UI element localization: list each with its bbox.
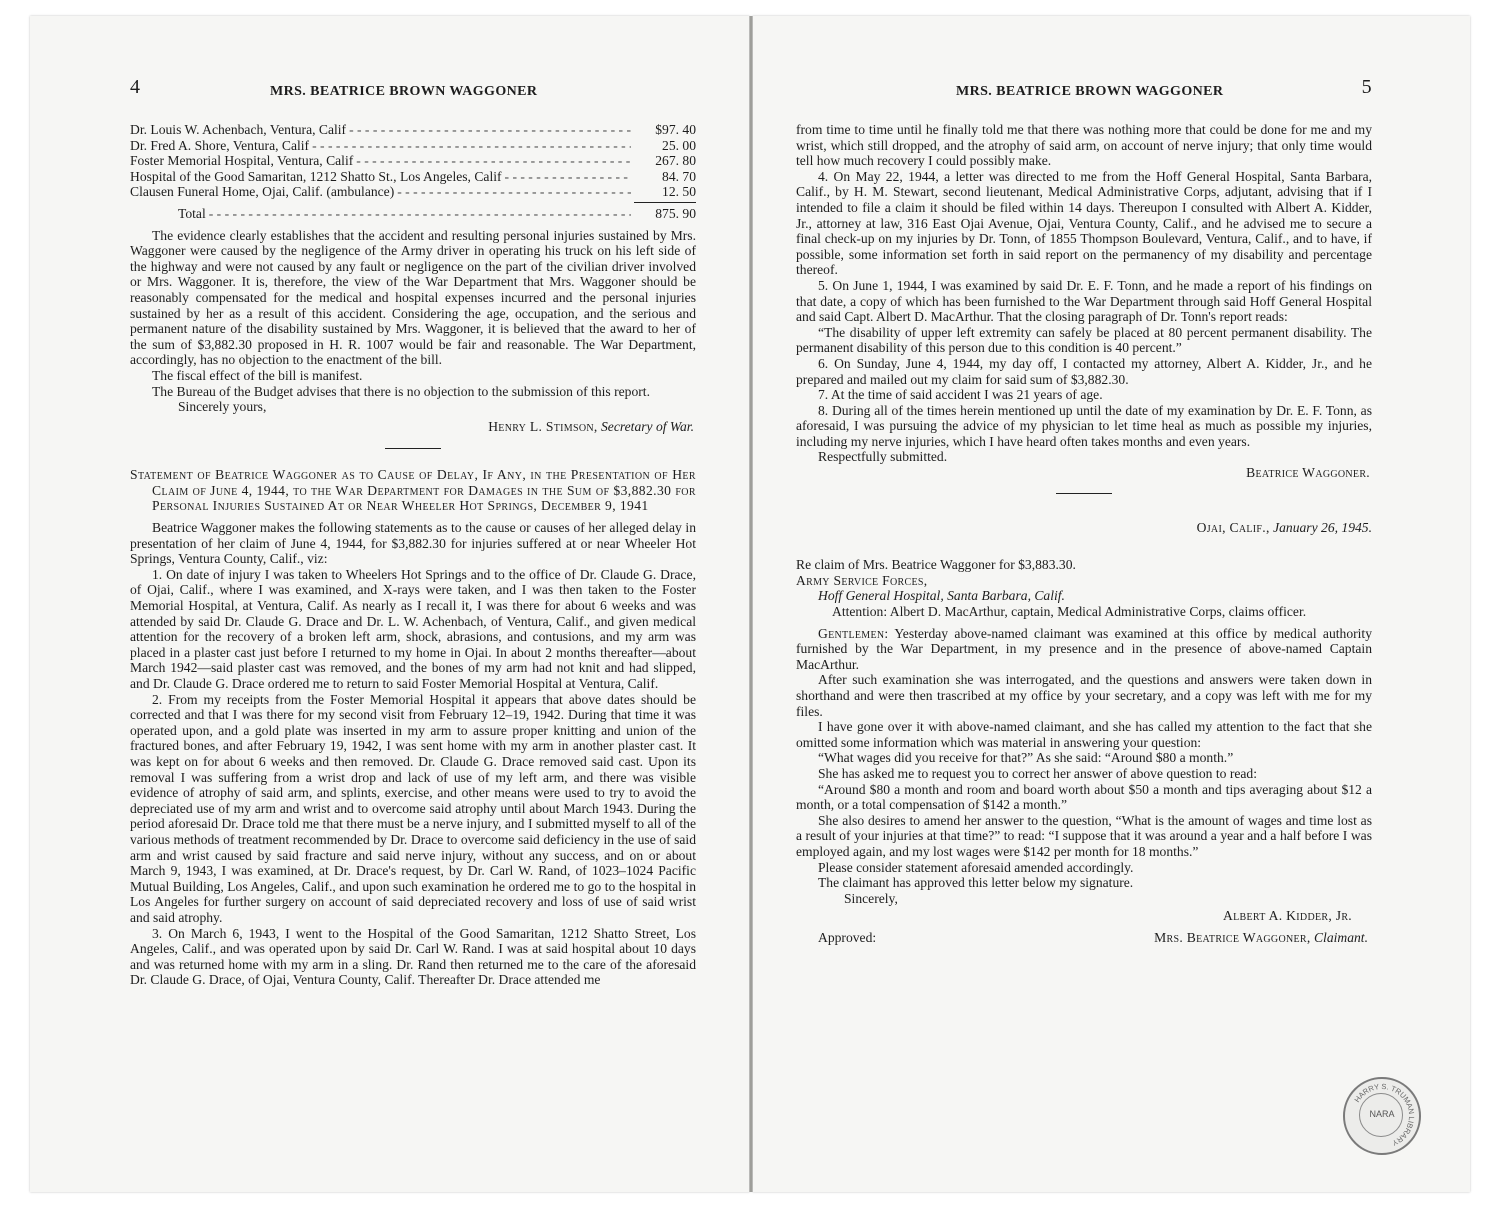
- letter-place: Ojai, Calif.,: [1196, 519, 1270, 535]
- dot-leader: [397, 184, 631, 200]
- expense-amount: 12. 50: [662, 184, 696, 200]
- statement-paragraph: 3. On March 6, 1943, I went to the Hospital of the Good Samaritan, 1212 Shatto Street, Los Angeles, Calif., and was operated upon by said Dr. Carl W. Rand. I was at said hospital about 10 days and was returned home with my arm in a sling. Dr. Rand then returned me to the care of the aforesaid Dr. Claude G. Drace, of Ojai, Ventura County, Calif. Thereafter Dr. Drace attended me: [130, 925, 696, 988]
- total-label: Total: [178, 205, 206, 221]
- expense-row: [130, 169, 696, 185]
- stamp-ring-text: HARRY S. TRUMAN LIBRARY: [1352, 1081, 1417, 1148]
- letter-dateline: [796, 520, 1372, 536]
- letter-signature: Albert A. Kidder, Jr.: [1223, 908, 1352, 924]
- approver: [1154, 930, 1372, 946]
- body-paragraph: The fiscal effect of the bill is manifest.: [152, 367, 363, 383]
- signature: Beatrice Waggoner.: [1246, 465, 1370, 481]
- statement-paragraph: 1. On date of injury I was taken to Wheelers Hot Springs and to the office of Dr. Claude G. Drace, of Ojai, Calif., where I was examined, and X-rays were taken, and I was then taken to the Foster Memorial Hospital, at Ventura, Calif. As nearly as I recall it, I was there for about 6 weeks and was attended by said Dr. Claude G. Drace and Dr. L. W. Achenbach, of Ventura, Calif., and given medical attention for the recovery of a broken left arm, shock, abrasions, and contusions, and my arm was placed in a plaster cast just before I returned to my home in Ojai. In about 2 months thereafter—about March 1942—said plaster cast was removed, and the bones of my arm had not knit and had slipped, and Dr. Claude G. Drace ordered me to return to said Foster Memorial Hospital at Ventura, Calif.: [130, 566, 696, 691]
- letter-paragraph: The claimant has approved this letter below my signature.: [818, 875, 1134, 891]
- re-line: Re claim of Mrs. Beatrice Waggoner for $3,883.30.: [796, 557, 1076, 573]
- quoted-report: “The disability of upper left extremity can safely be placed at 80 percent permanent disability. The permanent disability of this person due to this condition is 40 percent.”: [796, 324, 1372, 356]
- running-title: MRS. BEATRICE BROWN WAGGONER: [956, 84, 1224, 99]
- page-number: 5: [1361, 76, 1372, 98]
- left-running-head: [130, 76, 696, 104]
- expense-amount: 25. 00: [662, 137, 696, 153]
- statement-heading-text: Statement of Beatrice Waggoner as to Cause of Delay, If Any, in the Presentation of Her Claim of June 4, 1944, to the War Department for Damages in the Sum of $3,882.30 for Personal Injuries Sustained At or Near Wheeler Hot Springs, December 9, 1941: [130, 467, 696, 514]
- dot-leader: [505, 169, 631, 185]
- expense-amount: $97. 40: [655, 122, 696, 137]
- expense-list: [130, 122, 696, 222]
- letter-paragraph: She also desires to amend her answer to the question, “What is the amount of wages and time lost as a result of your injuries at that time?” to read: “I suppose that it was around a year and a half before I was employed again, and my lost wages were $142 per month for 18 months.”: [796, 812, 1372, 859]
- section-divider: [1056, 493, 1112, 494]
- continuation-paragraph: from time to time until he finally told me that there was nothing more that could be done for me and my wrist, which still dropped, and the atrophy of said arm, on account of nerve injury; that only time would tell how much recovery I could possibly make.: [796, 122, 1372, 169]
- letter-closing: Sincerely,: [844, 890, 898, 906]
- letter-date: January 26, 1945.: [1273, 519, 1372, 535]
- letter-paragraph: After such examination she was interrogated, and the questions and answers were taken down in shorthand and were then trascribed at my office by your secretary, and a copy was left with me for my files.: [796, 672, 1372, 719]
- expense-item: Dr. Louis W. Achenbach, Ventura, Calif: [130, 122, 347, 137]
- statement-paragraph: 5. On June 1, 1944, I was examined by said Dr. E. F. Tonn, and he made a report of his findings on that date, a copy of which has been furnished to the War Department through said Hoff General Hospital and said Capt. Albert D. MacArthur. That the closing paragraph of Dr. Tonn's report reads:: [796, 277, 1372, 325]
- signature: [130, 419, 696, 435]
- dot-leader: [312, 138, 631, 154]
- expense-amount: 267. 80: [655, 153, 696, 169]
- body-paragraph: The evidence clearly establishes that the accident and resulting personal injuries sustained by Mrs. Waggoner were caused by the negligence of the Army driver in operating his truck on his left side of the highway and were not caused by any fault or negligence on the part of the civilian driver involved or Mrs. Waggoner. It is, therefore, the view of the War Department that Mrs. Waggoner should be reasonably compensated for the medical and hospital expenses incurred and the personal injuries sustained by her as a result of this accident. Considering the age, occupation, and the serious and permanent nature of the disability sustained by Mrs. Waggoner, it is believed that the award to her of the sum of $3,882.30 proposed in H. R. 1007 would be fair and reasonable. The War Department, accordingly, has no objection to the enactment of the bill.: [130, 227, 696, 368]
- statement-paragraph: 2. From my receipts from the Foster Memorial Hospital it appears that above dates should be corrected and that I was there for my second visit from February 12–19, 1942. During that time it was operated upon, and a gold plate was inserted in my arm to assure proper knitting and union of the fractured bones, and after February 19, 1942, I was sent home with my arm in another plaster cast. It was kept on for about 6 weeks and then removed. Dr. Claude G. Drace removed said cast. Upon its removal I was suffering from a wrist drop and lack of use of my left arm, and there was visible evidence of atrophy of said arm, and splints, exercise, and other means were used to try to avoid the depreciated use of my arm and wrist and to overcome said atrophy until about March 1943. During the period aforesaid Dr. Drace told me that there must be a nerve injury, and I submitted myself to all of the various methods of treatment recommended by Dr. Drace to overcome said deficiency in the use of said arm and wrist caused by said fracture and said nerve injury, without any success, and on or about March 9, 1943, I was examined, at Dr. Drace's request, by Dr. Carl W. Rand, of 1023–1024 Pacific Mutual Building, Los Angeles, Calif., and upon such examination he ordered me to go to the hospital in Los Angeles for further surgery on account of said depreciated recovery and loss of use of said wrist and said atrophy.: [130, 691, 696, 925]
- salutation: Gentlemen:: [818, 625, 889, 641]
- dot-leader: [356, 153, 631, 169]
- letter-paragraph: “Around $80 a month and room and board worth about $50 a month and tips averaging about $12 a month, or a total compensation of $142 a month.”: [796, 781, 1372, 813]
- dot-leader: [349, 122, 631, 138]
- section-divider: [385, 448, 441, 449]
- approval-line: [796, 930, 1372, 946]
- running-title: MRS. BEATRICE BROWN WAGGONER: [270, 84, 538, 99]
- page-number: 4: [130, 76, 141, 98]
- approved-label: Approved:: [818, 929, 877, 945]
- total-amount: 875. 90: [655, 205, 696, 221]
- expense-row: [130, 138, 696, 154]
- statement-paragraph: Beatrice Waggoner makes the following statements as to the cause or causes of her alleged delay in presentation of her claim of June 4, 1944, for $3,882.30 for injuries suffered at or near Wheeler Hot Springs, Ventura County, Calif., viz:: [130, 520, 696, 567]
- addressee-line: Hoff General Hospital, Santa Barbara, Calif.: [818, 588, 1065, 604]
- letter-paragraph-text: Yesterday above-named claimant was examined at this office by medical authority furnished by the War Department, in my presence and in the presence of above-named Captain MacArthur.: [796, 625, 1373, 672]
- signature-title: Secretary of War.: [600, 418, 694, 434]
- right-running-head: [796, 76, 1372, 104]
- closing-line: Respectfully submitted.: [818, 449, 948, 465]
- archive-stamp: [1343, 1077, 1421, 1155]
- expense-row: [130, 184, 696, 200]
- statement-heading: [130, 467, 696, 514]
- expense-item: Foster Memorial Hospital, Ventura, Calif: [130, 153, 354, 169]
- approver-name: Mrs. Beatrice Waggoner,: [1154, 929, 1311, 945]
- expense-item: Clausen Funeral Home, Ojai, Calif. (ambulance): [130, 184, 395, 200]
- expense-amount: 84. 70: [662, 168, 696, 184]
- statement-paragraph: 8. During all of the times herein mentioned up until the date of my examination by Dr. E. F. Tonn, as aforesaid, I was pursuing the advice of my physician to let time heal as much as possible my injuries, including my nerve injuries, which I have heard often takes months and even years.: [796, 402, 1372, 449]
- right-page-content: [796, 122, 1372, 946]
- signature-name: Henry L. Stimson,: [488, 418, 598, 434]
- statement-paragraph: 7. At the time of said accident I was 21 years of age.: [818, 387, 1103, 403]
- letter-paragraph: She has asked me to request you to correct her answer of above question to read:: [818, 765, 1258, 781]
- total-row-wrap: [130, 200, 696, 222]
- dot-leader: [209, 206, 631, 222]
- expense-row: [130, 122, 696, 138]
- letter-paragraph: [796, 626, 1372, 673]
- total-rule: [634, 202, 696, 203]
- expense-row: [130, 153, 696, 169]
- letter-paragraph: I have gone over it with above-named claimant, and she has called my attention to the fact that she omitted some information which was material in answering your question:: [796, 719, 1372, 750]
- approver-role: Claimant.: [1313, 929, 1368, 945]
- attention-line: Attention: Albert D. MacArthur, captain, Medical Administrative Corps, claims officer.: [832, 604, 1307, 620]
- statement-paragraph: 4. On May 22, 1944, a letter was directed to me from the Hoff General Hospital, Santa Barbara, Calif., by H. M. Stewart, second lieutenant, Medical Administrative Corps, adjutant, advising that if I intended to file a claim it should be filed within 14 days. Thereupon I consulted with Albert A. Kidder, Jr., attorney at law, 316 East Ojai Avenue, Ojai, Ventura County, Calif., and he advised me to secure a final check-up on my injuries by Dr. Tonn, of 1855 Thompson Boulevard, Ventura, Calif., and to have, if possible, some information set forth in said report on the permanency of my disability and percentage thereof.: [796, 168, 1372, 278]
- letter-paragraph: “What wages did you receive for that?” As she said: “Around $80 a month.”: [818, 750, 1234, 766]
- total-row: [130, 200, 696, 222]
- closing-line: Sincerely yours,: [178, 399, 267, 415]
- expense-item: Dr. Fred A. Shore, Ventura, Calif: [130, 137, 310, 153]
- statement-paragraph: 6. On Sunday, June 4, 1944, my day off, I contacted my attorney, Albert A. Kidder, Jr., and he prepared and mailed out my claim for said sum of $3,882.30.: [796, 355, 1372, 387]
- expense-item: Hospital of the Good Samaritan, 1212 Shatto St., Los Angeles, Calif: [130, 168, 502, 184]
- letter-paragraph: Please consider statement aforesaid amended accordingly.: [818, 859, 1134, 875]
- stamp-center-text: NARA: [1369, 1109, 1395, 1119]
- left-page-content: [130, 122, 696, 988]
- addressee-line: Army Service Forces,: [796, 572, 928, 588]
- book-gutter: [749, 16, 753, 1192]
- body-paragraph: The Bureau of the Budget advises that there is no objection to the submission of this report.: [152, 383, 650, 399]
